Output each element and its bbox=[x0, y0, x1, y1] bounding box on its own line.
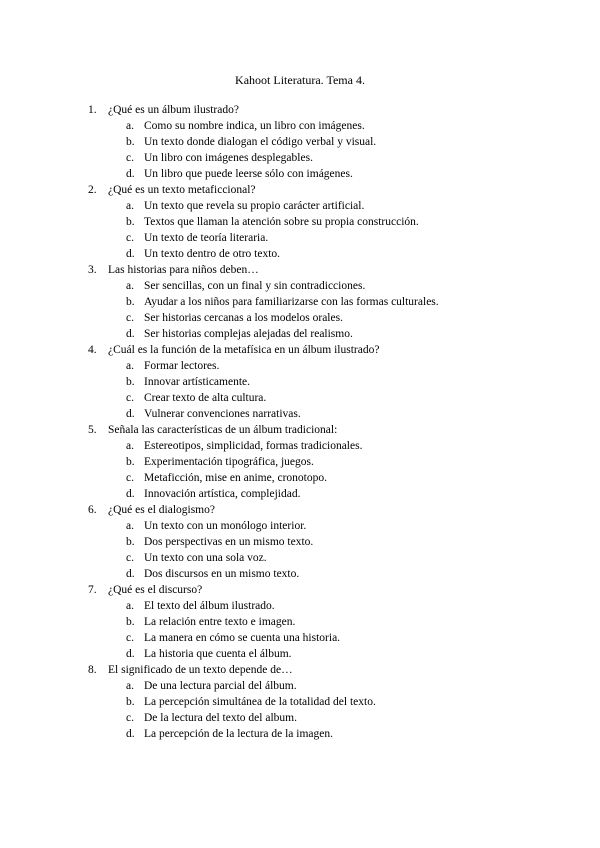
option-letter: b. bbox=[126, 696, 135, 708]
question-row bbox=[88, 262, 558, 278]
question-item bbox=[88, 262, 558, 342]
option-text: Un texto de teoría literaria. bbox=[144, 232, 269, 244]
question-text: ¿Qué es un texto metaficcional? bbox=[108, 184, 256, 196]
option-letter: c. bbox=[126, 712, 134, 724]
option-letter: b. bbox=[126, 616, 135, 628]
question-text: ¿Cuál es la función de la metafísica en un álbum ilustrado? bbox=[108, 344, 380, 356]
option-text: El texto del álbum ilustrado. bbox=[144, 600, 275, 612]
option-item bbox=[88, 566, 558, 582]
option-list bbox=[88, 438, 558, 502]
question-row bbox=[88, 422, 558, 438]
option-item bbox=[88, 134, 558, 150]
option-item bbox=[88, 326, 558, 342]
option-item bbox=[88, 118, 558, 134]
option-item bbox=[88, 710, 558, 726]
option-letter: c. bbox=[126, 392, 134, 404]
option-letter: a. bbox=[126, 280, 134, 292]
option-text: Experimentación tipográfica, juegos. bbox=[144, 456, 314, 468]
option-text: Un texto dentro de otro texto. bbox=[144, 248, 281, 260]
option-letter: d. bbox=[126, 728, 135, 740]
option-item bbox=[88, 598, 558, 614]
page-title: Kahoot Literatura. Tema 4. bbox=[235, 73, 365, 87]
question-number: 1. bbox=[88, 104, 97, 116]
question-row bbox=[88, 102, 558, 118]
option-item bbox=[88, 486, 558, 502]
question-item bbox=[88, 422, 558, 502]
option-letter: d. bbox=[126, 568, 135, 580]
question-item bbox=[88, 502, 558, 582]
question-number: 5. bbox=[88, 424, 97, 436]
option-letter: a. bbox=[126, 440, 134, 452]
question-text: El significado de un texto depende de… bbox=[108, 664, 293, 676]
option-text: Dos perspectivas en un mismo texto. bbox=[144, 536, 314, 548]
option-letter: c. bbox=[126, 232, 134, 244]
option-list bbox=[88, 678, 558, 742]
option-letter: d. bbox=[126, 648, 135, 660]
option-item bbox=[88, 678, 558, 694]
option-item bbox=[88, 310, 558, 326]
option-text: Ser sencillas, con un final y sin contradicciones. bbox=[144, 280, 366, 292]
option-text: Ser historias complejas alejadas del realismo. bbox=[144, 328, 353, 340]
option-letter: c. bbox=[126, 152, 134, 164]
option-letter: d. bbox=[126, 248, 135, 260]
question-item bbox=[88, 102, 558, 182]
option-text: La manera en cómo se cuenta una historia. bbox=[144, 632, 341, 644]
option-item bbox=[88, 646, 558, 662]
option-item bbox=[88, 198, 558, 214]
question-list bbox=[88, 102, 558, 742]
option-item bbox=[88, 438, 558, 454]
option-item bbox=[88, 214, 558, 230]
option-item bbox=[88, 246, 558, 262]
option-letter: b. bbox=[126, 216, 135, 228]
question-number: 8. bbox=[88, 664, 97, 676]
option-text: Textos que llaman la atención sobre su propia construcción. bbox=[144, 216, 419, 228]
option-item bbox=[88, 726, 558, 742]
option-text: La percepción de la lectura de la imagen. bbox=[144, 728, 334, 740]
option-item bbox=[88, 374, 558, 390]
option-letter: c. bbox=[126, 312, 134, 324]
option-item bbox=[88, 150, 558, 166]
question-number: 7. bbox=[88, 584, 97, 596]
option-list bbox=[88, 278, 558, 342]
question-item bbox=[88, 582, 558, 662]
option-item bbox=[88, 630, 558, 646]
option-text: Un texto con un monólogo interior. bbox=[144, 520, 307, 532]
option-item bbox=[88, 470, 558, 486]
option-item bbox=[88, 406, 558, 422]
option-list bbox=[88, 198, 558, 262]
question-row bbox=[88, 582, 558, 598]
option-text: Innovar artísticamente. bbox=[144, 376, 251, 388]
option-letter: a. bbox=[126, 520, 134, 532]
question-text: ¿Qué es el discurso? bbox=[108, 584, 203, 596]
question-row bbox=[88, 342, 558, 358]
option-item bbox=[88, 294, 558, 310]
option-list bbox=[88, 598, 558, 662]
question-number: 4. bbox=[88, 344, 97, 356]
option-text: Un libro que puede leerse sólo con imágenes. bbox=[144, 168, 353, 180]
question-row bbox=[88, 662, 558, 678]
option-item bbox=[88, 278, 558, 294]
option-text: Un libro con imágenes desplegables. bbox=[144, 152, 313, 164]
option-item bbox=[88, 358, 558, 374]
option-letter: d. bbox=[126, 168, 135, 180]
question-item bbox=[88, 182, 558, 262]
option-letter: b. bbox=[126, 136, 135, 148]
option-letter: c. bbox=[126, 552, 134, 564]
question-row bbox=[88, 502, 558, 518]
option-text: La percepción simultánea de la totalidad del texto. bbox=[144, 696, 376, 708]
option-letter: d. bbox=[126, 328, 135, 340]
option-text: Formar lectores. bbox=[144, 360, 220, 372]
question-text: ¿Qué es el dialogismo? bbox=[108, 504, 215, 516]
question-row bbox=[88, 182, 558, 198]
option-list bbox=[88, 358, 558, 422]
option-item bbox=[88, 694, 558, 710]
option-letter: c. bbox=[126, 472, 134, 484]
option-item bbox=[88, 230, 558, 246]
option-letter: c. bbox=[126, 632, 134, 644]
option-text: Como su nombre indica, un libro con imágenes. bbox=[144, 120, 365, 132]
question-number: 2. bbox=[88, 184, 97, 196]
option-letter: d. bbox=[126, 408, 135, 420]
option-text: Un texto con una sola voz. bbox=[144, 552, 267, 564]
option-text: Metaficción, mise en anime, cronotopo. bbox=[144, 472, 327, 484]
question-number: 6. bbox=[88, 504, 97, 516]
option-letter: d. bbox=[126, 488, 135, 500]
option-item bbox=[88, 518, 558, 534]
question-item bbox=[88, 342, 558, 422]
option-item bbox=[88, 614, 558, 630]
option-text: De una lectura parcial del álbum. bbox=[144, 680, 297, 692]
option-letter: a. bbox=[126, 680, 134, 692]
option-item bbox=[88, 166, 558, 182]
option-text: Dos discursos en un mismo texto. bbox=[144, 568, 300, 580]
option-text: Ayudar a los niños para familiarizarse con las formas culturales. bbox=[144, 296, 439, 308]
option-text: Estereotipos, simplicidad, formas tradicionales. bbox=[144, 440, 363, 452]
option-text: Innovación artística, complejidad. bbox=[144, 488, 301, 500]
option-letter: b. bbox=[126, 376, 135, 388]
option-letter: a. bbox=[126, 360, 134, 372]
question-text: ¿Qué es un álbum ilustrado? bbox=[108, 104, 239, 116]
option-list bbox=[88, 518, 558, 582]
option-text: Crear texto de alta cultura. bbox=[144, 392, 267, 404]
option-item bbox=[88, 454, 558, 470]
option-list bbox=[88, 118, 558, 182]
question-text: Las historias para niños deben… bbox=[108, 264, 259, 276]
option-item bbox=[88, 534, 558, 550]
option-item bbox=[88, 390, 558, 406]
option-text: Ser historias cercanas a los modelos orales. bbox=[144, 312, 343, 324]
question-text: Señala las características de un álbum tradicional: bbox=[108, 424, 338, 436]
option-text: De la lectura del texto del album. bbox=[144, 712, 297, 724]
question-item bbox=[88, 662, 558, 742]
option-letter: b. bbox=[126, 296, 135, 308]
option-text: Un texto donde dialogan el código verbal y visual. bbox=[144, 136, 377, 148]
option-text: Vulnerar convenciones narrativas. bbox=[144, 408, 301, 420]
option-letter: b. bbox=[126, 536, 135, 548]
question-number: 3. bbox=[88, 264, 97, 276]
option-letter: a. bbox=[126, 120, 134, 132]
option-letter: a. bbox=[126, 200, 134, 212]
option-text: La historia que cuenta el álbum. bbox=[144, 648, 292, 660]
option-text: Un texto que revela su propio carácter artificial. bbox=[144, 200, 365, 212]
option-text: La relación entre texto e imagen. bbox=[144, 616, 296, 628]
option-letter: b. bbox=[126, 456, 135, 468]
option-item bbox=[88, 550, 558, 566]
option-letter: a. bbox=[126, 600, 134, 612]
